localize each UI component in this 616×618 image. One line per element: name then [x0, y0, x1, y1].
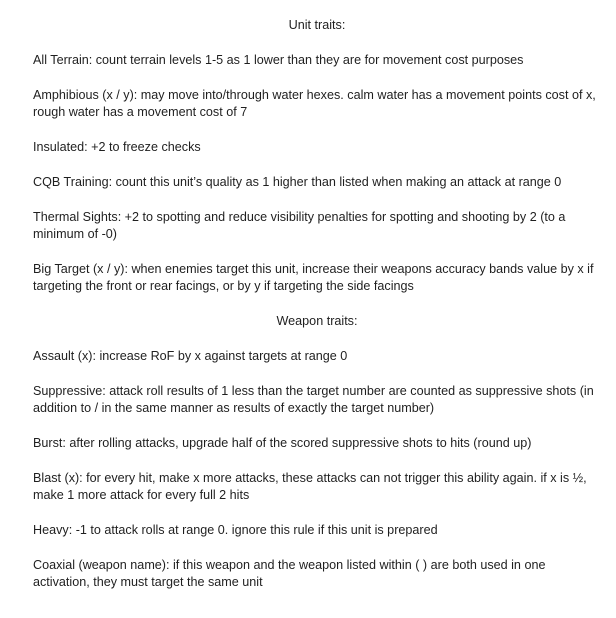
trait-cqb-training: CQB Training: count this unit’s quality as 1 higher than listed when making an attack at range 0: [33, 175, 562, 189]
trait-blast: Blast (x): for every hit, make x more attacks, these attacks can not trigger this ability again. if x is ½, make 1 more attack for every full 2 hits: [33, 471, 587, 502]
trait-assault: Assault (x): increase RoF by x against targets at range 0: [33, 349, 348, 363]
trait-thermal-sights: Thermal Sights: +2 to spotting and reduce visibility penalties for spotting and shooting by 2 (to a minimum of -0): [33, 210, 566, 241]
weapon-traits-heading: Weapon traits:: [276, 314, 358, 328]
trait-amphibious: Amphibious (x / y): may move into/through water hexes. calm water has a movement points cost of x, rough water has a movement cost of 7: [33, 88, 596, 119]
trait-burst: Burst: after rolling attacks, upgrade half of the scored suppressive shots to hits (round up): [33, 436, 532, 450]
document-body: [33, 17, 601, 591]
trait-heavy: Heavy: -1 to attack rolls at range 0. ignore this rule if this unit is prepared: [33, 523, 438, 537]
trait-suppressive: Suppressive: attack roll results of 1 less than the target number are counted as suppressive shots (in addition to / in the same manner as results of exactly the target number): [33, 384, 594, 415]
unit-traits-heading: Unit traits:: [288, 18, 346, 32]
trait-big-target: Big Target (x / y): when enemies target this unit, increase their weapons accuracy bands value by x if targeting the front or rear facings, or by y if targeting the side facings: [33, 262, 594, 293]
trait-insulated: Insulated: +2 to freeze checks: [33, 140, 201, 154]
trait-coaxial: Coaxial (weapon name): if this weapon and the weapon listed within ( ) are both used in one activation, they must target the same unit: [33, 558, 546, 589]
trait-all-terrain: All Terrain: count terrain levels 1-5 as 1 lower than they are for movement cost purposes: [33, 53, 524, 67]
